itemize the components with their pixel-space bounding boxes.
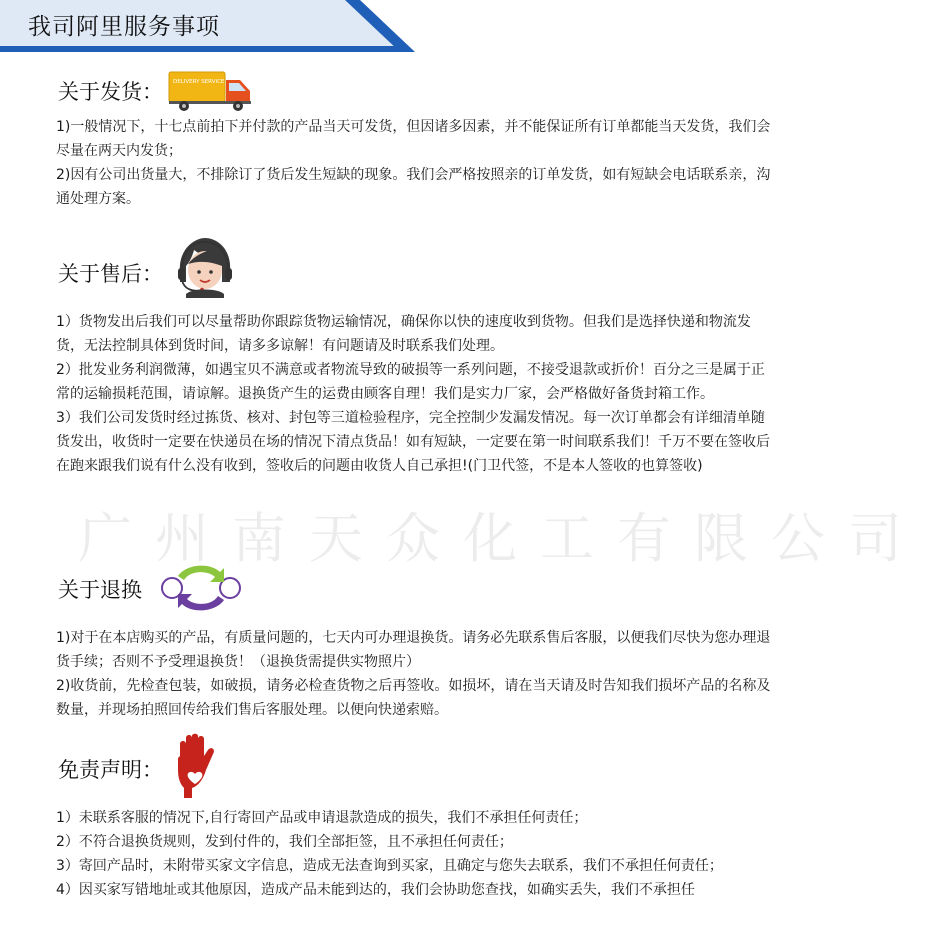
section-heading-returns: 关于退换 (58, 578, 142, 602)
section-heading-delivery: 关于发货： (58, 80, 163, 104)
after-sales-paragraph-1: 1）货物发出后我们可以尽量帮助你跟踪货物运输情况，确保你以快的速度收到货物。但我们是选择快递和物流发货，无法控制具体到货时间，请多多谅解！有问题请及时联系我们处理。 (56, 314, 751, 354)
delivery-paragraphs (56, 115, 771, 211)
page-title: 我司阿里服务事项 (28, 14, 220, 40)
truck-label: DELIVERY SERVICE (173, 79, 225, 85)
disclaimer-paragraphs (56, 806, 771, 902)
exchange-arrows-icon (158, 562, 244, 614)
returns-paragraphs (56, 626, 771, 722)
watermark: 广州南天众化工有限公司 (78, 507, 925, 570)
delivery-paragraph-1: 1)一般情况下，十七点前拍下并付款的产品当天可发货，但因诸多因素，并不能保证所有订单都能当天发货，我们会尽量在两天内发货； (56, 119, 771, 159)
after-sales-paragraph-3: 3）我们公司发货时经过拣货、核对、封包等三道检验程序，完全控制少发漏发情况。每一次订单都会有详细清单随货发出，收货时一定要在快递员在场的情况下清点货品！如有短缺，一定要在第一时间联系我们！千万不要在签收后在跑来跟我们说有什么没有收到，签收后的问题由收货人自己承担!(门卫代签，不是本人签收的也算签收) (56, 410, 770, 474)
stop-hand-icon (170, 734, 220, 798)
header-banner (0, 0, 800, 52)
customer-service-icon (172, 236, 238, 298)
after-sales-paragraph-2: 2）批发业务利润微薄，如遇宝贝不满意或者物流导致的破损等一系列问题，不接受退款或折价！百分之三是属于正常的运输损耗范围，请谅解。退换货产生的运费由顾客自理！我们是实力厂家，会严格做好备货封箱工作。 (56, 362, 765, 402)
delivery-paragraph-2: 2)因有公司出货量大，不排除订了货后发生短缺的现象。我们会严格按照亲的订单发货，如有短缺会电话联系亲，沟通处理方案。 (56, 167, 771, 207)
disclaimer-paragraph-3: 3）寄回产品时，未附带买家文字信息，造成无法查询到买家，且确定与您失去联系，我们不承担任何责任； (56, 858, 723, 874)
disclaimer-paragraph-1: 1）未联系客服的情况下,自行寄回产品或申请退款造成的损失，我们不承担任何责任； (56, 810, 588, 826)
section-heading-after-sales: 关于售后： (58, 262, 163, 286)
returns-paragraph-2: 2)收货前，先检查包装，如破损，请务必检查货物之后再签收。如损坏，请在当天请及时告知我们损坏产品的名称及数量，并现场拍照回传给我们售后客服处理。以便向快递索赔。 (56, 678, 771, 718)
disclaimer-paragraph-4: 4）因买家写错地址或其他原因，造成产品未能到达的，我们会协助您查找，如确实丢失，我们不承担任 (56, 882, 695, 898)
after-sales-paragraphs (56, 310, 771, 478)
returns-paragraph-1: 1)对于在本店购买的产品，有质量问题的，七天内可办理退换货。请务必先联系售后客服，以便我们尽快为您办理退货手续；否则不予受理退换货！（退换货需提供实物照片） (56, 630, 771, 670)
delivery-truck-icon (168, 70, 256, 112)
disclaimer-paragraph-2: 2）不符合退换货规则，发到付件的，我们全部拒签，且不承担任何责任； (56, 834, 513, 850)
section-heading-disclaimer: 免责声明： (58, 758, 163, 782)
